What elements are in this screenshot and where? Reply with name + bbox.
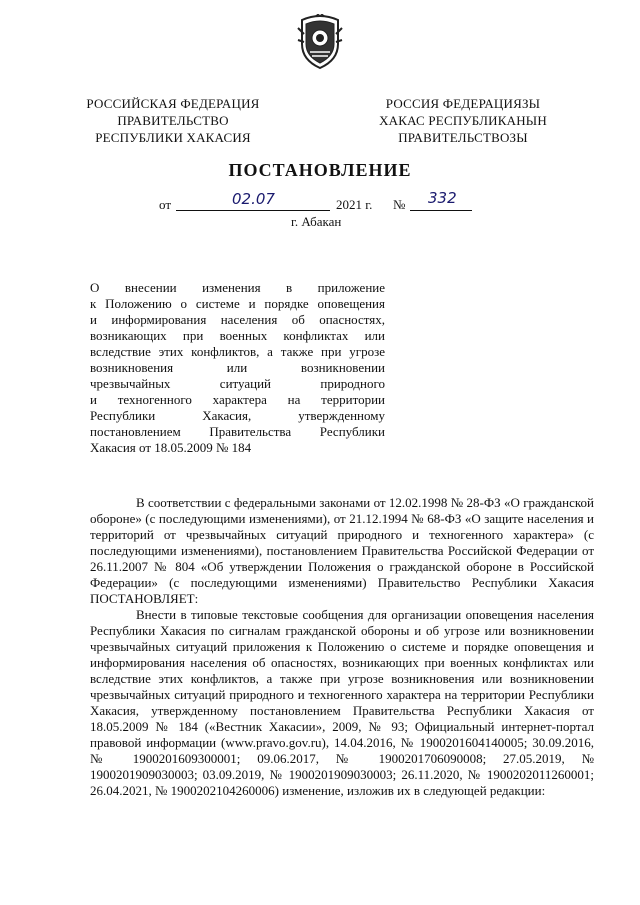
year-label: 2021 г.	[336, 197, 373, 212]
subject-line: возникновения или возникновении	[90, 360, 385, 375]
subject-line: постановлением Правительства Республики	[90, 424, 385, 439]
subject-block	[90, 280, 385, 456]
date-prefix: от	[159, 197, 172, 212]
number-handwritten: 332	[428, 189, 457, 207]
subject-line: вследствие этих конфликтов, а также при угрозе	[90, 344, 385, 359]
header-right-line-3: ПРАВИТЕЛЬСТВОЗЫ	[398, 130, 528, 145]
subject-line: чрезвычайных ситуаций природного	[90, 376, 385, 391]
date-handwritten: 02.07	[232, 190, 275, 208]
coat-of-arms-icon	[296, 14, 344, 70]
header-left	[78, 95, 268, 146]
subject-line: Республики Хакасия, утвержденному	[90, 408, 385, 423]
subject-line: к Положению о системе и порядке оповещения	[90, 296, 385, 311]
city-label: г. Абакан	[291, 214, 342, 229]
number-underline	[410, 210, 472, 211]
number-label: №	[393, 197, 406, 212]
header-right	[368, 95, 558, 146]
subject-line: возникающих при военных конфликтах или	[90, 328, 385, 343]
header-right-line-2: ХАКАС РЕСПУБЛИКАНЫН	[379, 113, 547, 128]
header-left-line-3: РЕСПУБЛИКИ ХАКАСИЯ	[95, 130, 251, 145]
subject-line: и техногенного характера на территории	[90, 392, 385, 407]
subject-line: Хакасия от 18.05.2009 № 184	[90, 440, 252, 455]
header-right-line-1: РОССИЯ ФЕДЕРАЦИЯЗЫ	[385, 96, 541, 111]
body-paragraph-2: Внести в типовые текстовые сообщения для организации оповещения населения Республики Хакасия по сигналам гражданской обороны и об угрозе или возникновении чрезвычайных ситуаций приложения к Положению о системе и порядке оповещения и информирования населения об опасностях, возникающих при военных конфликтах или вследствие этих конфликтов, а также при угрозе возникновения или возникновении чрезвычайных ситуаций природного и техногенного характера на территории Республики Хакасия, утвержденному постановлением Правительства Республики Хакасия от 18.05.2009 № 184 («Вестник Хакасии», 2009, № 93; Официальный интернет-портал правовой информации (www.pravo.gov.ru), 14.04.2016, № 1900201604140005; 30.09.2016, № 1900201609300001; 09.06.2017, № 1900201706090008; 27.05.2019, № 1900201909030003; 03.09.2019, № 1900201909030003; 26.11.2020, № 1900202011260001; 26.04.2021, № 1900202104260006) изменение, изложив их в следующей редакции:	[90, 607, 594, 798]
subject-line: и информирования населения об опасностях,	[90, 312, 385, 327]
subject-line: О внесении изменения в приложение	[90, 280, 385, 295]
document-body	[90, 495, 594, 799]
document-title: ПОСТАНОВЛЕНИЕ	[228, 160, 412, 180]
date-underline	[176, 210, 330, 211]
header-left-line-1: РОССИЙСКАЯ ФЕДЕРАЦИЯ	[86, 96, 260, 111]
body-paragraph-1: В соответствии с федеральными законами от 12.02.1998 № 28-ФЗ «О гражданской обороне» (с последующими изменениями), от 21.12.1994 № 68-ФЗ «О защите населения и территорий от чрезвычайных ситуаций природного и техногенного характера» (с последующими изменениями), постановлением Правительства Российской Федерации от 26.11.2007 № 804 «Об утверждении Положения о гражданской обороне в Российской Федерации» (с последующими изменениями) Правительство Республики Хакасия ПОСТАНОВЛЯЕТ:	[90, 495, 594, 606]
header-left-line-2: ПРАВИТЕЛЬСТВО	[117, 113, 229, 128]
